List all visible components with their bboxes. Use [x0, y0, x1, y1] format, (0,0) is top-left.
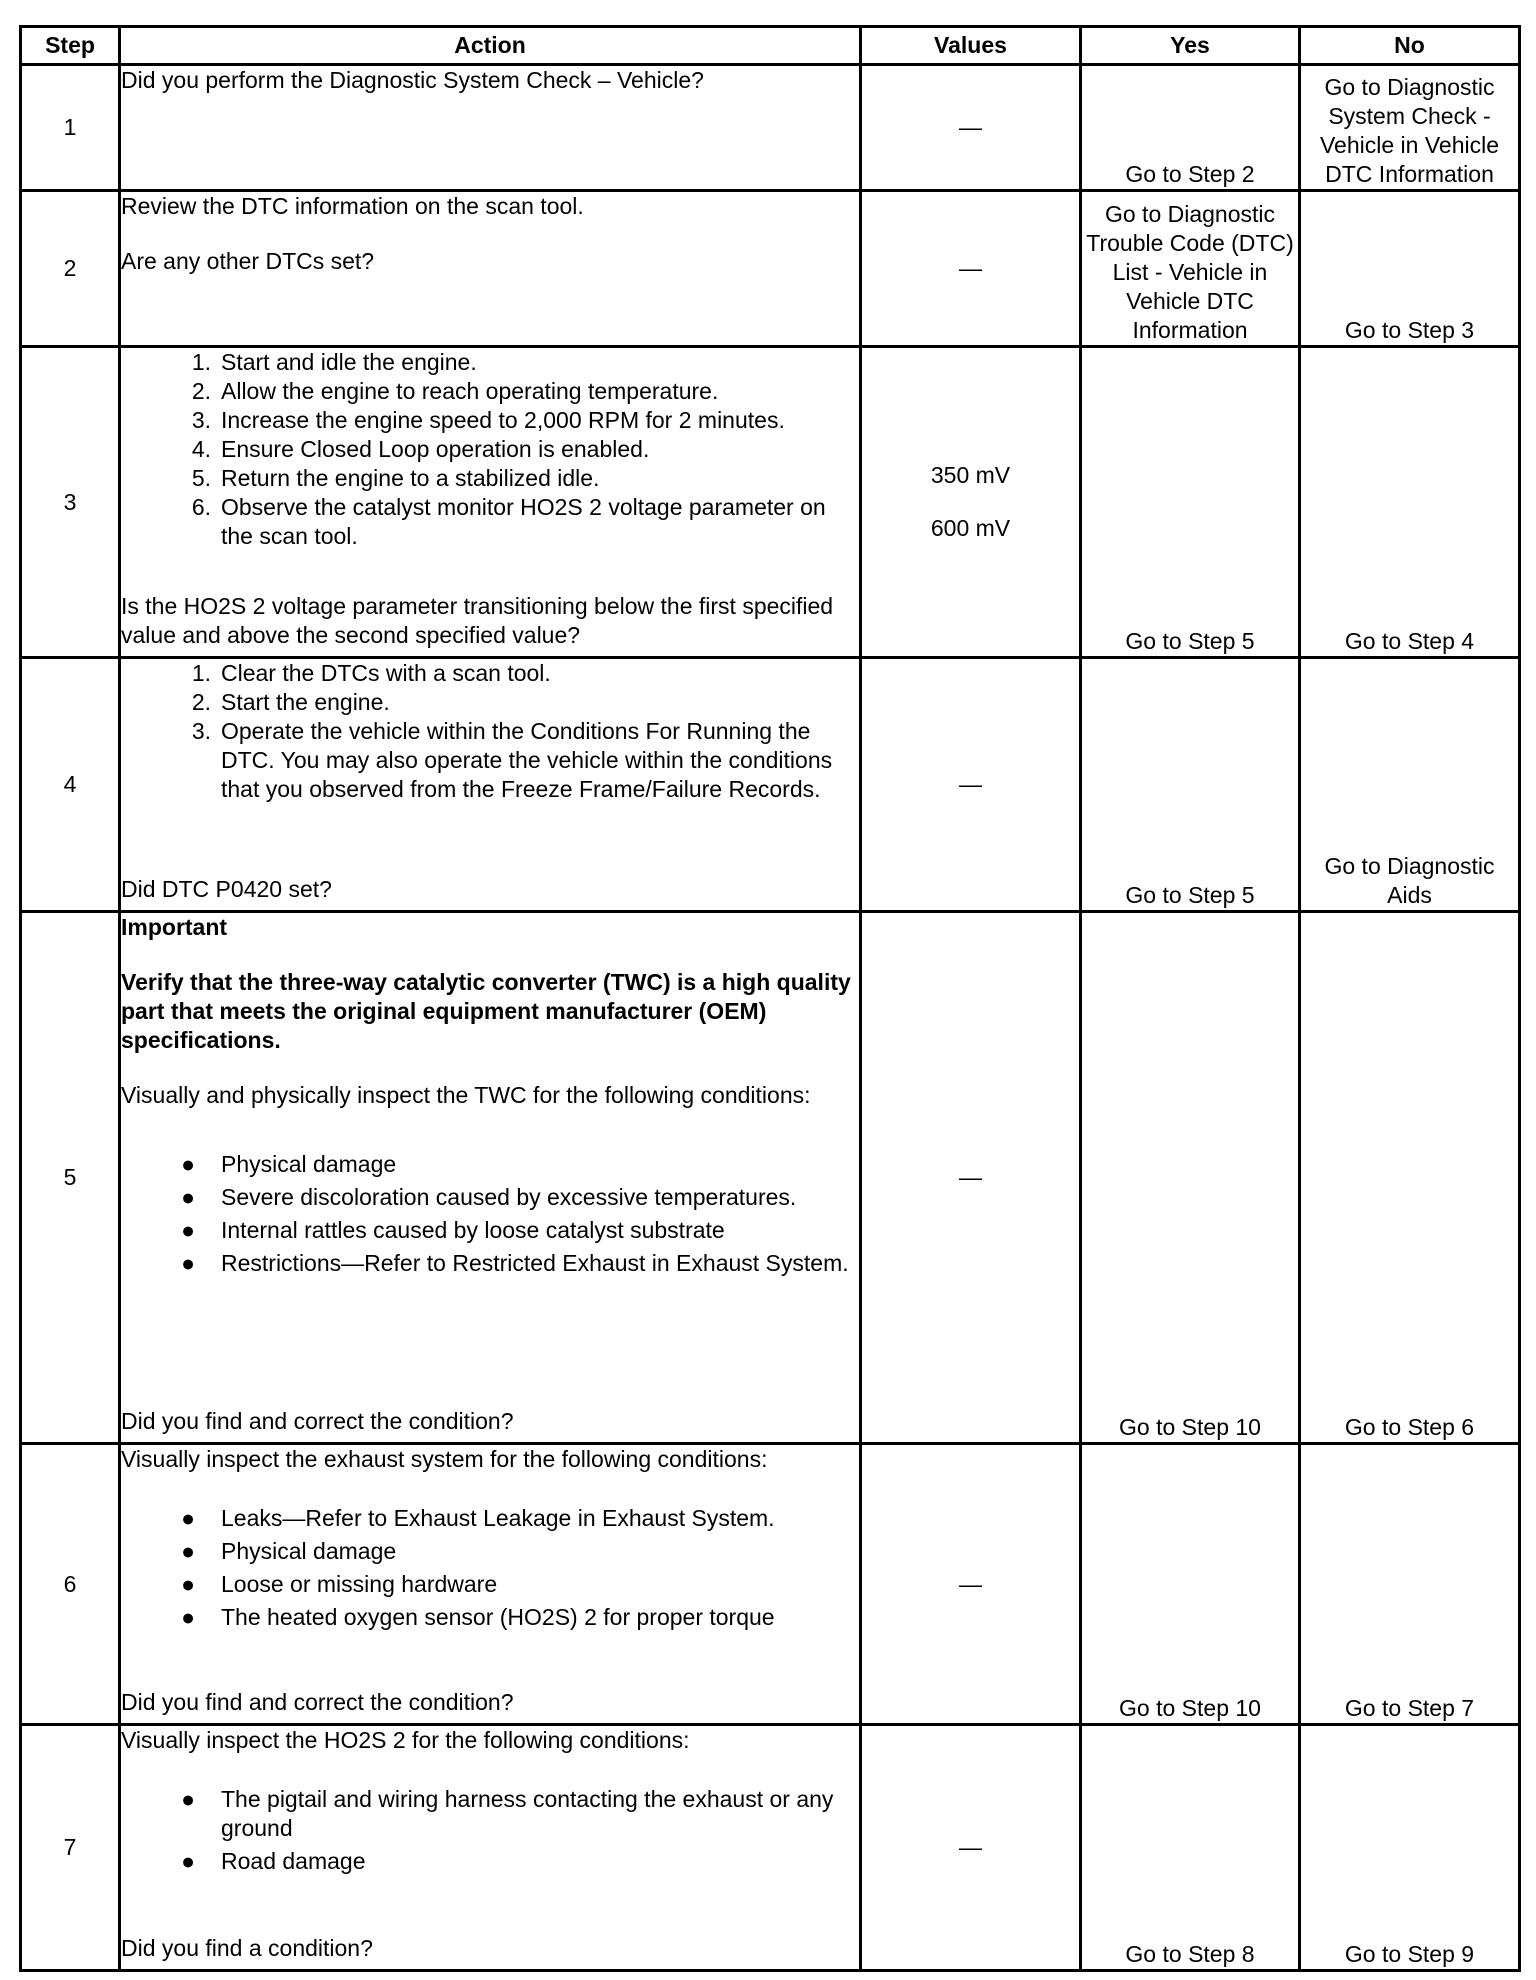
- action-cell: [120, 1444, 861, 1725]
- values-cell: —: [861, 658, 1081, 912]
- list-item: 4. Ensure Closed Loop operation is enabled.: [191, 436, 650, 462]
- action-question: Is the HO2S 2 voltage parameter transitioning below the first specified value and above the second specified value?: [121, 593, 834, 648]
- table-row: [21, 1725, 1520, 1971]
- action-cell: [120, 65, 861, 191]
- action-cell: [120, 191, 861, 347]
- bullet-icon: ●: [181, 1538, 195, 1564]
- step-number: 6: [21, 1444, 120, 1725]
- list-item: ● Physical damage: [121, 1537, 859, 1566]
- bullet-icon: ●: [181, 1786, 195, 1812]
- table-row: [21, 658, 1520, 912]
- value-low: 350 mV: [930, 462, 1011, 488]
- numbered-list: [121, 659, 859, 804]
- values-cell: —: [861, 1444, 1081, 1725]
- important-label: Important: [121, 914, 228, 940]
- list-item: 3. Increase the engine speed to 2,000 RPM for 2 minutes.: [191, 407, 785, 433]
- action-question: Did DTC P0420 set?: [121, 876, 332, 902]
- action-question: Are any other DTCs set?: [121, 248, 375, 274]
- header-step: Step: [21, 27, 120, 65]
- action-intro: Review the DTC information on the scan tool.: [121, 193, 584, 219]
- action-cell: [120, 1725, 861, 1971]
- bullet-list: [121, 1504, 859, 1632]
- list-item: ● The pigtail and wiring harness contacting the exhaust or any ground: [121, 1785, 859, 1843]
- step-number: 1: [21, 65, 120, 191]
- yes-cell: Go to Step 10: [1081, 1444, 1300, 1725]
- table-row: [21, 347, 1520, 658]
- no-cell: Go to Diagnostic Aids: [1300, 658, 1520, 912]
- step-number: 7: [21, 1725, 120, 1971]
- list-item: ● Road damage: [121, 1847, 859, 1876]
- values-cell: [861, 347, 1081, 658]
- header-row: [21, 27, 1520, 65]
- yes-cell: Go to Diagnostic Trouble Code (DTC) List - Vehicle in Vehicle DTC Information: [1081, 191, 1300, 347]
- bullet-icon: ●: [181, 1184, 195, 1210]
- table-row: [21, 1444, 1520, 1725]
- no-cell: Go to Step 9: [1300, 1725, 1520, 1971]
- action-cell: [120, 658, 861, 912]
- table-row: [21, 65, 1520, 191]
- bullet-icon: ●: [181, 1505, 195, 1531]
- diagnostic-table: [19, 25, 1521, 1972]
- value-high: 600 mV: [930, 515, 1011, 541]
- list-item: ● Loose or missing hardware: [121, 1570, 859, 1599]
- table-row: [21, 191, 1520, 347]
- step-number: 4: [21, 658, 120, 912]
- values-cell: —: [861, 1725, 1081, 1971]
- list-item: ● Restrictions—Refer to Restricted Exhaust in Exhaust System.: [121, 1249, 859, 1278]
- bullet-icon: ●: [181, 1217, 195, 1243]
- no-cell: Go to Step 4: [1300, 347, 1520, 658]
- no-cell: Go to Step 6: [1300, 912, 1520, 1444]
- action-cell: [120, 912, 861, 1444]
- bullet-icon: ●: [181, 1848, 195, 1874]
- table-row: [21, 912, 1520, 1444]
- action-intro: Visually inspect the exhaust system for the following conditions:: [121, 1446, 768, 1472]
- no-cell: Go to Step 3: [1300, 191, 1520, 347]
- step-number: 2: [21, 191, 120, 347]
- yes-cell: Go to Step 5: [1081, 658, 1300, 912]
- action-intro: Visually and physically inspect the TWC for the following conditions:: [121, 1082, 811, 1108]
- list-item: 6. Observe the catalyst monitor HO2S 2 voltage parameter on the scan tool.: [191, 494, 826, 549]
- list-item: ● Leaks—Refer to Exhaust Leakage in Exhaust System.: [121, 1504, 859, 1533]
- bullet-icon: ●: [181, 1250, 195, 1276]
- header-yes: Yes: [1081, 27, 1300, 65]
- list-item: 1. Start and idle the engine.: [191, 349, 477, 375]
- header-values: Values: [861, 27, 1081, 65]
- list-item: 3. Operate the vehicle within the Conditions For Running the DTC. You may also operate the vehicle within the conditions that you observed from the Freeze Frame/Failure Records.: [191, 718, 833, 802]
- action-question: Did you find and correct the condition?: [121, 1689, 514, 1715]
- values-cell: —: [861, 191, 1081, 347]
- values-cell: —: [861, 912, 1081, 1444]
- action-question: Did you perform the Diagnostic System Check – Vehicle?: [121, 67, 704, 93]
- action-question: Did you find a condition?: [121, 1935, 373, 1961]
- action-intro: Visually inspect the HO2S 2 for the following conditions:: [121, 1727, 690, 1753]
- no-cell: Go to Diagnostic System Check - Vehicle in Vehicle DTC Information: [1300, 65, 1520, 191]
- list-item: 5. Return the engine to a stabilized idle.: [191, 465, 600, 491]
- action-cell: [120, 347, 861, 658]
- step-number: 3: [21, 347, 120, 658]
- numbered-list: [121, 348, 859, 551]
- no-cell: Go to Step 7: [1300, 1444, 1520, 1725]
- bullet-icon: ●: [181, 1604, 195, 1630]
- list-item: ● The heated oxygen sensor (HO2S) 2 for proper torque: [121, 1603, 859, 1632]
- list-item: ● Physical damage: [121, 1150, 859, 1179]
- bullet-icon: ●: [181, 1571, 195, 1597]
- yes-cell: Go to Step 10: [1081, 912, 1300, 1444]
- yes-cell: Go to Step 8: [1081, 1725, 1300, 1971]
- yes-cell: Go to Step 5: [1081, 347, 1300, 658]
- bullet-list: [121, 1785, 859, 1876]
- yes-cell: Go to Step 2: [1081, 65, 1300, 191]
- header-action: Action: [120, 27, 861, 65]
- header-no: No: [1300, 27, 1520, 65]
- bullet-icon: ●: [181, 1151, 195, 1177]
- values-cell: —: [861, 65, 1081, 191]
- list-item: ● Severe discoloration caused by excessive temperatures.: [121, 1183, 859, 1212]
- step-number: 5: [21, 912, 120, 1444]
- list-item: ● Internal rattles caused by loose catalyst substrate: [121, 1216, 859, 1245]
- action-question: Did you find and correct the condition?: [121, 1408, 514, 1434]
- list-item: 2. Allow the engine to reach operating temperature.: [191, 378, 719, 404]
- list-item: 2. Start the engine.: [191, 689, 390, 715]
- bullet-list: [121, 1150, 859, 1278]
- important-text: Verify that the three-way catalytic converter (TWC) is a high quality part that meets the original equipment manufacturer (OEM) specifications.: [121, 969, 851, 1053]
- list-item: 1. Clear the DTCs with a scan tool.: [191, 660, 551, 686]
